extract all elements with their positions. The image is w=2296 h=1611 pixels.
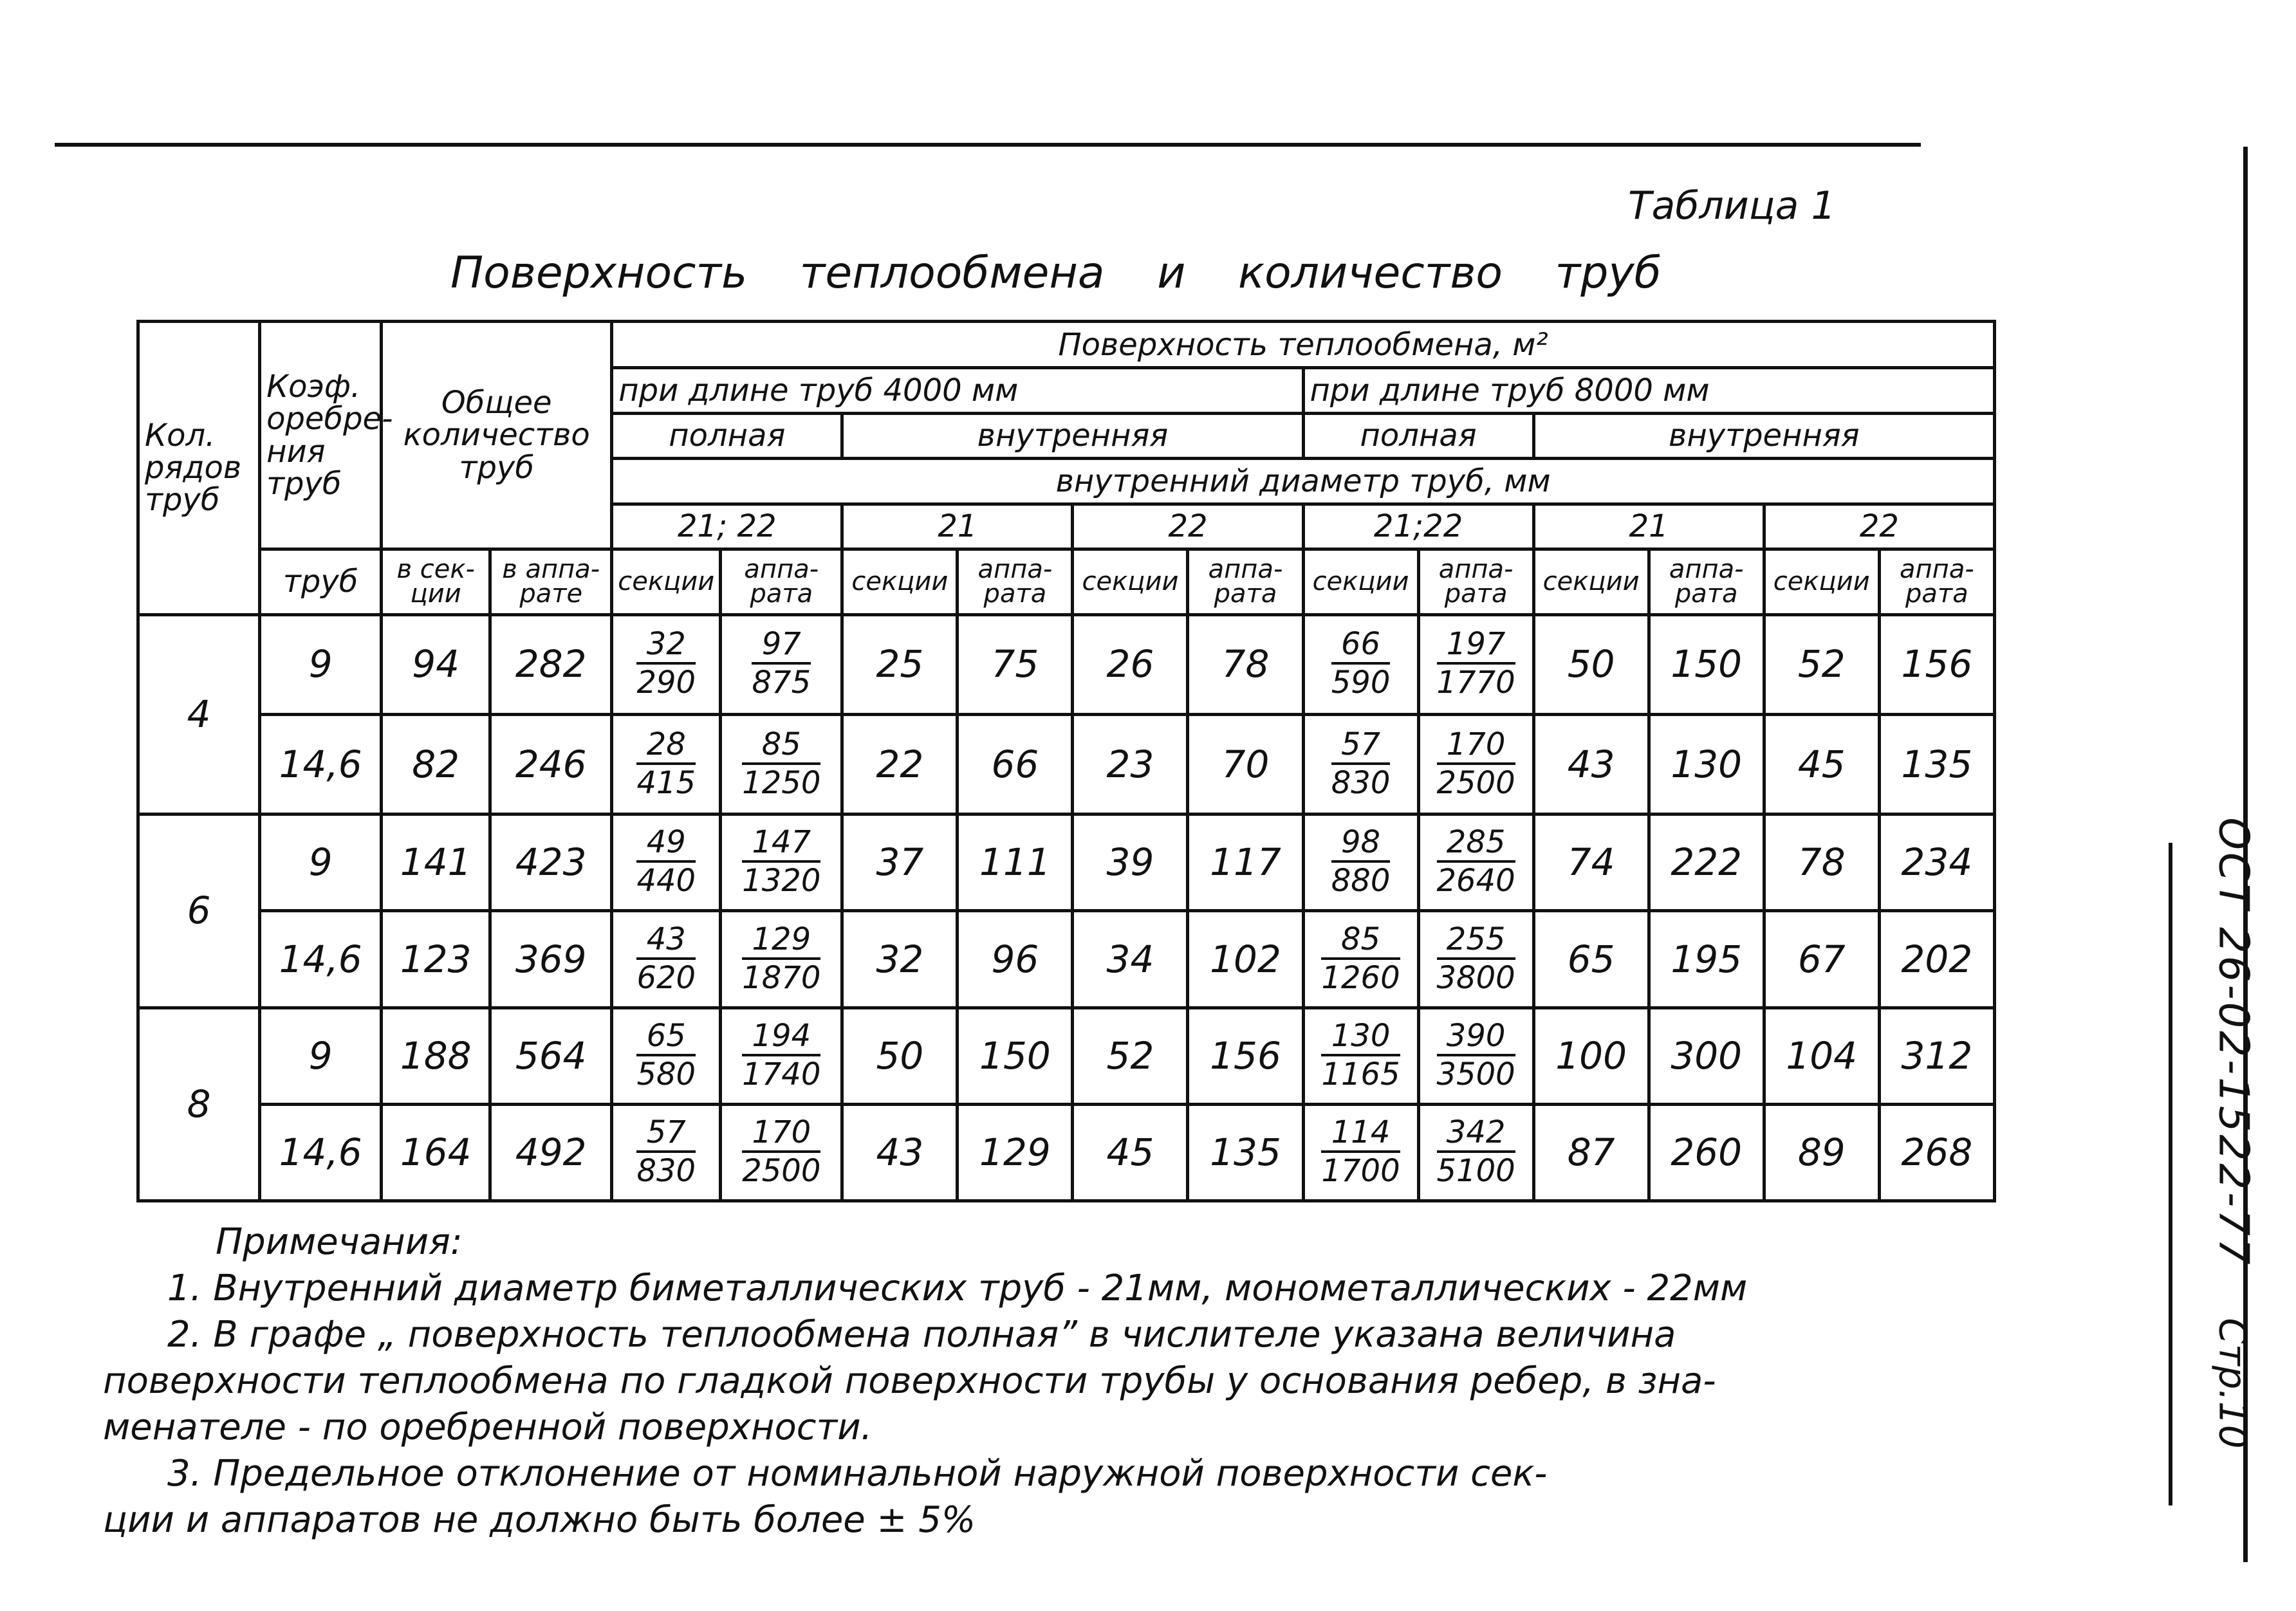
- header-total-tubes: Общее количество труб: [382, 322, 612, 549]
- full-4000-section-cell: $\frac{43}{620}$: [612, 911, 721, 1008]
- coef-cell: 9: [260, 614, 382, 714]
- full-8000-apparatus-cell: $\frac{255}{3800}$: [1418, 911, 1533, 1008]
- inner-8000-d21-section-cell: 65: [1533, 911, 1649, 1008]
- full-4000-apparatus-cell: $\frac{85}{1250}$: [721, 714, 842, 814]
- full-4000-section-cell: $\frac{32}{290}$: [612, 614, 721, 714]
- inner-8000-d22-section-cell: 78: [1764, 815, 1879, 911]
- inner-8000-d21-section-cell: 100: [1533, 1008, 1649, 1104]
- coef-cell: 9: [260, 1008, 382, 1104]
- inner-4000-d22-section-cell: 52: [1073, 1008, 1188, 1104]
- note-2-line-1: 2. В графе „ поверхность теплообмена полная” в числителе указана величина: [167, 1314, 1676, 1356]
- full-8000-apparatus-cell: $\frac{197}{1770}$: [1418, 614, 1533, 714]
- inner-4000-d22-apparatus-cell: 70: [1188, 714, 1303, 814]
- inner-4000-d21-apparatus-cell: 150: [958, 1008, 1073, 1104]
- inner-8000-d22-apparatus-cell: 202: [1879, 911, 1994, 1008]
- tubes-section-cell: 123: [382, 911, 490, 1008]
- inner-8000-d22-section-cell: 67: [1764, 911, 1879, 1008]
- header-in-section: в сек-ции: [382, 549, 490, 614]
- header-diam-2122-4000: 21; 22: [612, 504, 842, 549]
- full-4000-apparatus-cell: $\frac{194}{1740}$: [721, 1008, 842, 1104]
- header-apparatus: аппа-рата: [1188, 549, 1303, 614]
- table-row: [138, 1008, 1995, 1104]
- coef-cell: 9: [260, 815, 382, 911]
- inner-4000-d22-apparatus-cell: 135: [1188, 1104, 1303, 1201]
- inner-8000-d22-apparatus-cell: 135: [1879, 714, 1994, 814]
- full-4000-apparatus-cell: $\frac{170}{2500}$: [721, 1104, 842, 1201]
- inner-4000-d21-section-cell: 37: [842, 815, 958, 911]
- full-8000-section-cell: $\frac{114}{1700}$: [1303, 1104, 1418, 1201]
- inner-4000-d22-apparatus-cell: 78: [1188, 614, 1303, 714]
- stamp-divider-line: [2169, 843, 2172, 1505]
- header-surface: Поверхность теплообмена, м²: [612, 322, 1995, 368]
- rows-count-cell: 6: [138, 815, 260, 1008]
- document-code: ОСТ 26-02-1522-77: [2209, 817, 2257, 1267]
- header-inner-4000: внутренняя: [842, 413, 1303, 458]
- rows-count-cell: 8: [138, 1008, 260, 1201]
- full-4000-section-cell: $\frac{28}{415}$: [612, 714, 721, 814]
- header-section: секции: [1533, 549, 1649, 614]
- full-8000-apparatus-cell: $\frac{390}{3500}$: [1418, 1008, 1533, 1104]
- tubes-section-cell: 82: [382, 714, 490, 814]
- inner-8000-d22-apparatus-cell: 234: [1879, 815, 1994, 911]
- tubes-section-cell: 188: [382, 1008, 490, 1104]
- inner-8000-d22-section-cell: 52: [1764, 614, 1879, 714]
- table-label: Таблица 1: [1628, 183, 1836, 228]
- heat-exchange-table: [136, 320, 1996, 1202]
- tubes-section-cell: 141: [382, 815, 490, 911]
- inner-4000-d21-section-cell: 32: [842, 911, 958, 1008]
- tubes-apparatus-cell: 246: [490, 714, 612, 814]
- full-4000-section-cell: $\frac{57}{830}$: [612, 1104, 721, 1201]
- inner-4000-d22-section-cell: 26: [1073, 614, 1188, 714]
- full-8000-apparatus-cell: $\frac{342}{5100}$: [1418, 1104, 1533, 1201]
- header-diam-21-8000: 21: [1533, 504, 1764, 549]
- header-full-4000: полная: [612, 413, 842, 458]
- inner-4000-d21-section-cell: 43: [842, 1104, 958, 1201]
- header-apparatus: аппа-рата: [1879, 549, 1994, 614]
- inner-8000-d22-section-cell: 45: [1764, 714, 1879, 814]
- header-section: секции: [1764, 549, 1879, 614]
- inner-4000-d22-section-cell: 39: [1073, 815, 1188, 911]
- inner-8000-d22-section-cell: 104: [1764, 1008, 1879, 1104]
- header-diam-21-4000: 21: [842, 504, 1073, 549]
- note-3-line-2: ции и аппаратов не должно быть более ± 5%: [103, 1499, 976, 1541]
- inner-8000-d21-section-cell: 74: [1533, 815, 1649, 911]
- inner-8000-d22-apparatus-cell: 312: [1879, 1008, 1994, 1104]
- full-8000-section-cell: $\frac{66}{590}$: [1303, 614, 1418, 714]
- header-apparatus: аппа-рата: [1418, 549, 1533, 614]
- tubes-apparatus-cell: 282: [490, 614, 612, 714]
- rows-count-cell: 4: [138, 614, 260, 815]
- header-length-4000: при длине труб 4000 мм: [612, 368, 1303, 413]
- top-rule: [55, 143, 1921, 147]
- header-diam-22-4000: 22: [1073, 504, 1303, 549]
- table-row: [138, 911, 1995, 1008]
- table-row: [138, 614, 1995, 714]
- table-title: Поверхность теплообмена и количество труб: [450, 248, 1662, 299]
- notes-section: [103, 1219, 2033, 1543]
- header-section: секции: [842, 549, 958, 614]
- full-4000-apparatus-cell: $\frac{147}{1320}$: [721, 815, 842, 911]
- inner-4000-d21-section-cell: 25: [842, 614, 958, 714]
- page-number: Стр.10: [2211, 1318, 2255, 1449]
- header-diam-22-8000: 22: [1764, 504, 1994, 549]
- header-section: секции: [1303, 549, 1418, 614]
- table-row: [138, 714, 1995, 814]
- tubes-apparatus-cell: 564: [490, 1008, 612, 1104]
- inner-4000-d22-section-cell: 23: [1073, 714, 1188, 814]
- note-3-line-1: 3. Предельное отклонение от номинальной наружной поверхности сек-: [167, 1453, 1548, 1495]
- full-8000-section-cell: $\frac{130}{1165}$: [1303, 1008, 1418, 1104]
- header-length-8000: при длине труб 8000 мм: [1303, 368, 1994, 413]
- header-rows-count: Кол. рядов труб: [138, 322, 260, 615]
- full-8000-apparatus-cell: $\frac{285}{2640}$: [1418, 815, 1533, 911]
- full-4000-apparatus-cell: $\frac{97}{875}$: [721, 614, 842, 714]
- full-8000-apparatus-cell: $\frac{170}{2500}$: [1418, 714, 1533, 814]
- inner-8000-d21-apparatus-cell: 130: [1649, 714, 1764, 814]
- tubes-section-cell: 94: [382, 614, 490, 714]
- inner-4000-d22-apparatus-cell: 102: [1188, 911, 1303, 1008]
- header-fin-coefficient: Коэф. оребре-ния труб: [260, 322, 382, 549]
- inner-4000-d22-section-cell: 34: [1073, 911, 1188, 1008]
- header-inner-8000: внутренняя: [1533, 413, 1994, 458]
- inner-8000-d21-section-cell: 87: [1533, 1104, 1649, 1201]
- header-apparatus: аппа-рата: [958, 549, 1073, 614]
- inner-8000-d22-apparatus-cell: 268: [1879, 1104, 1994, 1201]
- inner-4000-d21-apparatus-cell: 96: [958, 911, 1073, 1008]
- full-4000-section-cell: $\frac{65}{580}$: [612, 1008, 721, 1104]
- note-2-line-3: менателе - по оребренной поверхности.: [103, 1406, 873, 1448]
- tubes-section-cell: 164: [382, 1104, 490, 1201]
- inner-4000-d21-section-cell: 50: [842, 1008, 958, 1104]
- inner-4000-d22-apparatus-cell: 156: [1188, 1008, 1303, 1104]
- full-4000-apparatus-cell: $\frac{129}{1870}$: [721, 911, 842, 1008]
- coef-cell: 14,6: [260, 911, 382, 1008]
- header-inner-diameter: внутренний диаметр труб, мм: [612, 459, 1995, 504]
- inner-8000-d22-apparatus-cell: 156: [1879, 614, 1994, 714]
- inner-8000-d21-apparatus-cell: 260: [1649, 1104, 1764, 1201]
- inner-8000-d21-apparatus-cell: 222: [1649, 815, 1764, 911]
- inner-4000-d21-apparatus-cell: 111: [958, 815, 1073, 911]
- inner-8000-d21-section-cell: 43: [1533, 714, 1649, 814]
- notes-heading: Примечания:: [216, 1221, 463, 1263]
- note-2-line-2: поверхности теплообмена по гладкой поверхности трубы у основания ребер, в зна-: [103, 1360, 1716, 1402]
- header-full-8000: полная: [1303, 413, 1533, 458]
- inner-8000-d21-apparatus-cell: 195: [1649, 911, 1764, 1008]
- table-row: [138, 815, 1995, 911]
- inner-8000-d21-apparatus-cell: 150: [1649, 614, 1764, 714]
- table-row: [138, 1104, 1995, 1201]
- header-section: секции: [1073, 549, 1188, 614]
- full-8000-section-cell: $\frac{57}{830}$: [1303, 714, 1418, 814]
- header-in-apparatus: в аппа-рате: [490, 549, 612, 614]
- full-4000-section-cell: $\frac{49}{440}$: [612, 815, 721, 911]
- tubes-apparatus-cell: 423: [490, 815, 612, 911]
- note-1: 1. Внутренний диаметр биметаллических труб - 21мм, монометаллических - 22мм: [167, 1267, 1748, 1309]
- tubes-apparatus-cell: 492: [490, 1104, 612, 1201]
- inner-4000-d21-apparatus-cell: 75: [958, 614, 1073, 714]
- full-8000-section-cell: $\frac{85}{1260}$: [1303, 911, 1418, 1008]
- tubes-apparatus-cell: 369: [490, 911, 612, 1008]
- inner-4000-d21-section-cell: 22: [842, 714, 958, 814]
- full-8000-section-cell: $\frac{98}{880}$: [1303, 815, 1418, 911]
- inner-8000-d21-apparatus-cell: 300: [1649, 1008, 1764, 1104]
- inner-8000-d22-section-cell: 89: [1764, 1104, 1879, 1201]
- inner-4000-d22-section-cell: 45: [1073, 1104, 1188, 1201]
- coef-cell: 14,6: [260, 714, 382, 814]
- inner-4000-d22-apparatus-cell: 117: [1188, 815, 1303, 911]
- inner-8000-d21-section-cell: 50: [1533, 614, 1649, 714]
- header-diam-2122-8000: 21;22: [1303, 504, 1533, 549]
- header-apparatus: аппа-рата: [721, 549, 842, 614]
- header-apparatus: аппа-рата: [1649, 549, 1764, 614]
- header-coef-tubes-word: труб: [260, 549, 382, 614]
- inner-4000-d21-apparatus-cell: 66: [958, 714, 1073, 814]
- inner-4000-d21-apparatus-cell: 129: [958, 1104, 1073, 1201]
- coef-cell: 14,6: [260, 1104, 382, 1201]
- header-section: секции: [612, 549, 721, 614]
